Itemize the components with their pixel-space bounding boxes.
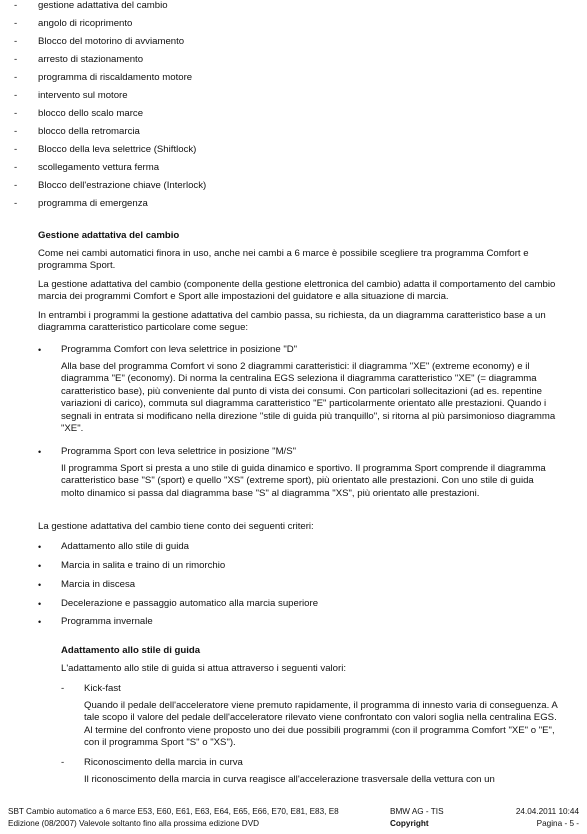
paragraph: La gestione adattativa del cambio (componente della gestione elettronica del cambio) adatta il comportamento del cambio marcia dei programmi Comfort e Sport alle impostazioni del guidatore e alla situazione di marcia. [38,279,556,303]
paragraph: L'adattamento allo stile di guida si attua attraverso i seguenti valori: [61,663,347,674]
paragraph: Alla base del programma Comfort vi sono 2 diagrammi caratteristici: il diagramma "XE" (extreme economy) e il diagramma "E" (economy). Di norma la centralina EGS seleziona il diagramma caratteristico "XE" (= diagramma caratteristico base), più conveniente dal punto di vista dei consumi. Con particolari sollecitazioni (ad es. repentine variazioni di carico), commuta sul diagramma caratteristico "E" particolarmente orientato alle prestazioni. Quando i segnali in entrata si modificano nella direzione "stile di guida più tranquillo", si ritorna al più parsimonioso diagramma "XE". [61,361,556,435]
dash-mark: - [14,180,18,191]
dash-mark: - [14,72,18,83]
bullet-mark: • [38,580,42,590]
bullet-mark: • [38,447,42,457]
bullet-mark: • [38,599,42,609]
paragraph: La gestione adattativa del cambio tiene conto dei seguenti criteri: [38,521,314,532]
footer-page-number: Pagina - 5 - [536,819,579,828]
paragraph: Il riconoscimento della marcia in curva reagisce all'accelerazione trasversale della vettura con un [84,774,495,785]
bullet-mark: • [38,617,42,627]
footer-datetime: 24.04.2011 10:44 [515,807,579,816]
dash-mark: - [14,198,18,209]
dash-mark: - [14,54,18,65]
bullet-mark: • [38,345,42,355]
dash-mark: - [14,36,18,47]
section-heading: Gestione adattativa del cambio [38,230,180,241]
paragraph: In entrambi i programmi la gestione adattativa del cambio passa, su richiesta, da un diagramma caratteristico base a un diagramma caratteristico particolare come segue: [38,310,546,334]
paragraph: Quando il pedale dell'acceleratore viene premuto rapidamente, il programma di innesto varia di conseguenza. A tale scopo il valore del pedale dell'acceleratore rilevato viene confrontato con valori soglia nella centralina EGS. Al termine del confronto viene proposto uno dei due possibili programmi (con il programma Comfort "XE" o "E", con il programma Sport "S" o "XS"). [84,700,558,749]
subsection-heading: Adattamento allo stile di guida [61,645,201,656]
dash-mark: - [61,683,65,694]
bullet-mark: • [38,542,42,552]
dash-mark: - [14,0,18,11]
footer-title: SBT Cambio automatico a 6 marce E53, E60, E61, E63, E64, E65, E66, E70, E81, E83, E8 [8,807,339,816]
dash-mark: - [61,757,65,768]
paragraph: Il programma Sport si presta a uno stile di guida dinamico e sportivo. Il programma Sport comprende il diagramma caratteristico base "S" (sport) e quello "XS" (extreme sport), più orientato alle prestazioni. Con uno stile di guida molto dinamico si passa dal diagramma base "S" al diagramma "XS", più orientato alle prestazioni. [61,463,546,499]
document-page: - gestione adattativa del cambio - angolo di ricoprimento - Blocco del motorino di avviamento - arresto di stazionamento - programma di riscaldamento motore - intervento sul motore - blocco dello scalo marce - blocco della retromarcia - Blocco della leva selettrice (Shiftlock) - scollegamento vettura ferma - Blocco dell'estrazione chiave (Interlock) - programma di emergenza Gestione adattativa del cambio Come nei cambi automatici finora in uso, anche nei cambi a 6 marce è possibile scegliere tra programma Comfort e programma Sport. La gestione adattativa del cambio (componente della gestione elettronica del cambio) adatta il comportamento del cambio marcia dei programmi Comfort e Sport alle impostazioni del guidatore e alla situazione di marcia. In entrambi i programmi la gestione adattativa del cambio passa, su richiesta, da un diagramma caratteristico base a un diagramma caratteristico particolare come segue: • Programma Comfort con leva selettrice in posizione "D" Alla base del programma Comfort vi sono 2 diagrammi caratteristici: il diagramma "XE" (extreme economy) e il diagramma "E" (economy). Di norma la centralina EGS seleziona il diagramma caratteristico "XE" (= diagramma caratteristico base), più conveniente dal punto di vista dei consumi. Con particolari sollecitazioni (ad es. repentine variazioni di carico), commuta sul diagramma caratteristico "E" particolarmente orientato alle prestazioni. Quando i segnali in entrata si modificano nella direzione "stile di guida più tranquillo", si ritorna al più parsimonioso diagramma "XE". • Programma Sport con leva selettrice in posizione "M/S" Il programma Sport si presta a uno stile di guida dinamico e sportivo. Il programma Sport comprende il diagramma caratteristico base "S" (sport) e quello "XS" (extreme sport), più orientato alle prestazioni. Con uno stile di guida molto dinamico si passa dal diagramma base "S" al diagramma "XS", più orientato alle prestazioni. La gestione adattativa del cambio tiene conto dei seguenti criteri: • Adattamento allo stile di guida • Marcia in salita e traino di un rimorchio • Marcia in discesa • Decelerazione e passaggio automatico alla marcia superiore • Programma invernale Adattamento allo stile di guida L'adattamento allo stile di guida si attua attraverso i seguenti valori: - Kick-fast Quando il pedale dell'acceleratore viene premuto rapidamente, il programma di innesto varia di conseguenza. A tale scopo il valore del pedale dell'acceleratore rilevato viene confrontato con valori soglia nella centralina EGS. Al termine del confronto viene proposto uno dei due possibili programmi (con il programma Comfort "XE" o "E", con il programma Sport "S" o "XS"). - Riconoscimento della marcia in curva Il riconoscimento della marcia in curva reagisce all'accelerazione trasversale della vettura con un SBT Cambio automatico a 6 marce E53, E60, E61, E63, E64, E65, E66, E70, E81, E83, E8 Edizione (08/2007) Valevole soltanto fino alla prossima edizione DVD BMW AG - TIS Copyright 24.04.2011 10:44 Pagina - 5 - [8,0,579,828]
footer-copyright: Copyright [390,819,429,828]
dash-mark: - [14,162,18,173]
dash-mark: - [14,126,18,137]
bullet-mark: • [38,561,42,571]
dash-mark: - [14,90,18,101]
dash-mark: - [14,144,18,155]
dash-mark: - [14,18,18,29]
footer-publisher: BMW AG - TIS [390,807,444,816]
paragraph: Come nei cambi automatici finora in uso, anche nei cambi a 6 marce è possibile scegliere tra programma Comfort e programma Sport. [38,248,529,272]
footer-edition: Edizione (08/2007) Valevole soltanto fino alla prossima edizione DVD [8,819,260,828]
dash-mark: - [14,108,18,119]
